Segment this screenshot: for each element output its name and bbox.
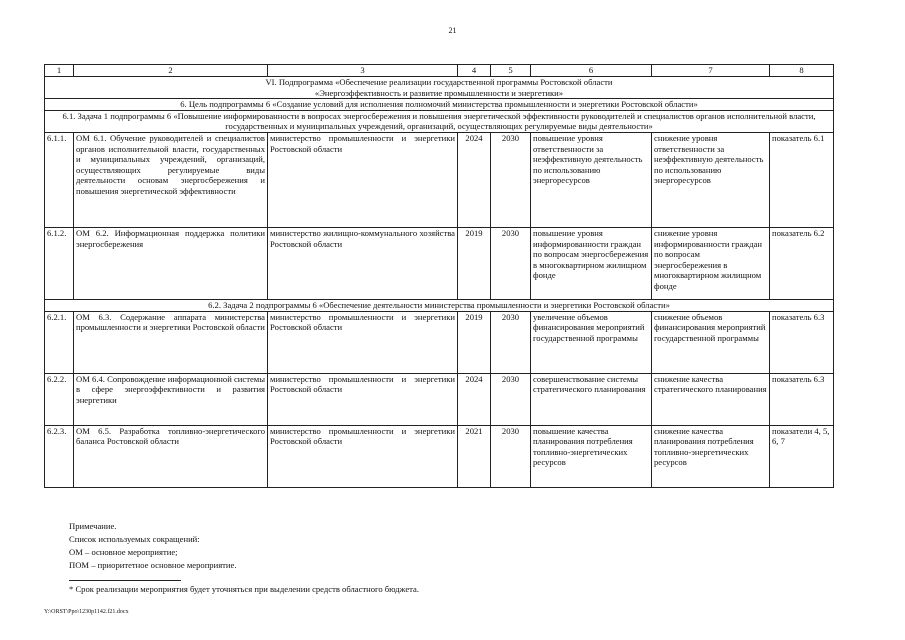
executor: министерство промышленности и энергетики Ростовской области [268, 132, 458, 227]
end-year: 2030 [491, 425, 531, 487]
measures-table [44, 64, 834, 488]
abbreviation-pom: ПОМ – приоритетное основное мероприятие. [69, 560, 237, 570]
table-row [45, 311, 834, 373]
end-year: 2030 [491, 311, 531, 373]
table-row [45, 132, 834, 227]
expected-result: увеличение объемов финансирования мероприятий государственной программы [531, 311, 652, 373]
row-number: 6.1.2. [45, 227, 74, 299]
start-year: 2024 [458, 373, 491, 425]
column-header: 2 [74, 65, 268, 77]
non-implementation-consequence: снижение качества планирования потребления топливно-энергетических ресурсов [652, 425, 770, 487]
table-row [45, 227, 834, 299]
note-title: Примечание. [69, 521, 117, 531]
expected-result: повышение уровня информированности граждан по вопросам энергосбережения в многоквартирном жилищном фонде [531, 227, 652, 299]
non-implementation-consequence: снижение уровня информированности граждан по вопросам энергосбережения в многоквартирном жилищном фонде [652, 227, 770, 299]
executor: министерство жилищно-коммунального хозяйства Ростовской области [268, 227, 458, 299]
page-number: 21 [448, 26, 457, 35]
indicator-link: показатель 6.2 [770, 227, 834, 299]
column-number-row [45, 65, 834, 77]
column-header: 8 [770, 65, 834, 77]
expected-result: совершенствование системы стратегического планирования [531, 373, 652, 425]
column-header: 5 [491, 65, 531, 77]
footnote-divider [69, 580, 181, 581]
expected-result: повышение качества планирования потребления топливно-энергетических ресурсов [531, 425, 652, 487]
abbreviation-om: ОМ – основное мероприятие; [69, 547, 178, 557]
indicator-link: показатель 6.3 [770, 311, 834, 373]
column-header: 3 [268, 65, 458, 77]
end-year: 2030 [491, 132, 531, 227]
column-header: 7 [652, 65, 770, 77]
start-year: 2024 [458, 132, 491, 227]
non-implementation-consequence: снижение качества стратегического планирования [652, 373, 770, 425]
end-year: 2030 [491, 227, 531, 299]
measure-name: ОМ 6.4. Сопровождение информационной системы в сфере энергоэффективности и развития энергетики [74, 373, 268, 425]
measure-name: ОМ 6.2. Информационная поддержка политики энергосбережения [74, 227, 268, 299]
non-implementation-consequence: снижение уровня ответственности за неэффективную деятельность по использованию энергоресурсов [652, 132, 770, 227]
goal-title: 6. Цель подпрограммы 6 «Создание условий для исполнения полномочий министерства промышленности и энергетики Ростовской области» [45, 99, 834, 111]
column-header: 6 [531, 65, 652, 77]
section-title: VI. Подпрограмма «Обеспечение реализации государственной программы Ростовской области «Энергоэффективность и развитие промышленности и энергетики» [45, 77, 834, 99]
measure-name: ОМ 6.5. Разработка топливно-энергетического баланса Ростовской области [74, 425, 268, 487]
start-year: 2019 [458, 311, 491, 373]
measure-name: ОМ 6.3. Содержание аппарата министерства промышленности и энергетики Ростовской области [74, 311, 268, 373]
task-1-title: 6.1. Задача 1 подпрограммы 6 «Повышение информированности в вопросах энергосбережения и повышения энергетической эффективности руководителей и специалистов органов исполнительной власти, государственных и муниципальных учреждений, организаций, осуществляющих регулируемые виды деятельности» [45, 110, 834, 132]
row-number: 6.1.1. [45, 132, 74, 227]
measure-name: ОМ 6.1. Обучение руководителей и специалистов органов исполнительной власти, государственных и муниципальных учреждений, организаций, осуществляющих регулируемые виды деятельности основам энергосбережения и повышения энергетической эффективности [74, 132, 268, 227]
indicator-link: показатель 6.3 [770, 373, 834, 425]
task-2-title: 6.2. Задача 2 подпрограммы 6 «Обеспечение деятельности министерства промышленности и энергетики Ростовской области» [45, 299, 834, 311]
row-number: 6.2.3. [45, 425, 74, 487]
section-row [45, 77, 834, 99]
indicator-link: показатели 4, 5, 6, 7 [770, 425, 834, 487]
abbreviations-title: Список используемых сокращений: [69, 534, 200, 544]
table-row [45, 425, 834, 487]
task-row [45, 110, 834, 132]
file-path: Y:\ORST\Ppo\1230p1142.f21.docx [44, 609, 129, 615]
task-row [45, 299, 834, 311]
executor: министерство промышленности и энергетики Ростовской области [268, 373, 458, 425]
start-year: 2021 [458, 425, 491, 487]
column-header: 1 [45, 65, 74, 77]
expected-result: повышение уровня ответственности за неэффективную деятельность по использованию энергоресурсов [531, 132, 652, 227]
footnote: * Срок реализации мероприятия будет уточняться при выделении средств областного бюджета. [69, 584, 420, 594]
table-row [45, 373, 834, 425]
executor: министерство промышленности и энергетики Ростовской области [268, 311, 458, 373]
indicator-link: показатель 6.1 [770, 132, 834, 227]
goal-row [45, 99, 834, 111]
executor: министерство промышленности и энергетики Ростовской области [268, 425, 458, 487]
end-year: 2030 [491, 373, 531, 425]
column-header: 4 [458, 65, 491, 77]
row-number: 6.2.1. [45, 311, 74, 373]
row-number: 6.2.2. [45, 373, 74, 425]
start-year: 2019 [458, 227, 491, 299]
non-implementation-consequence: снижение объемов финансирования мероприятий государственной программы [652, 311, 770, 373]
